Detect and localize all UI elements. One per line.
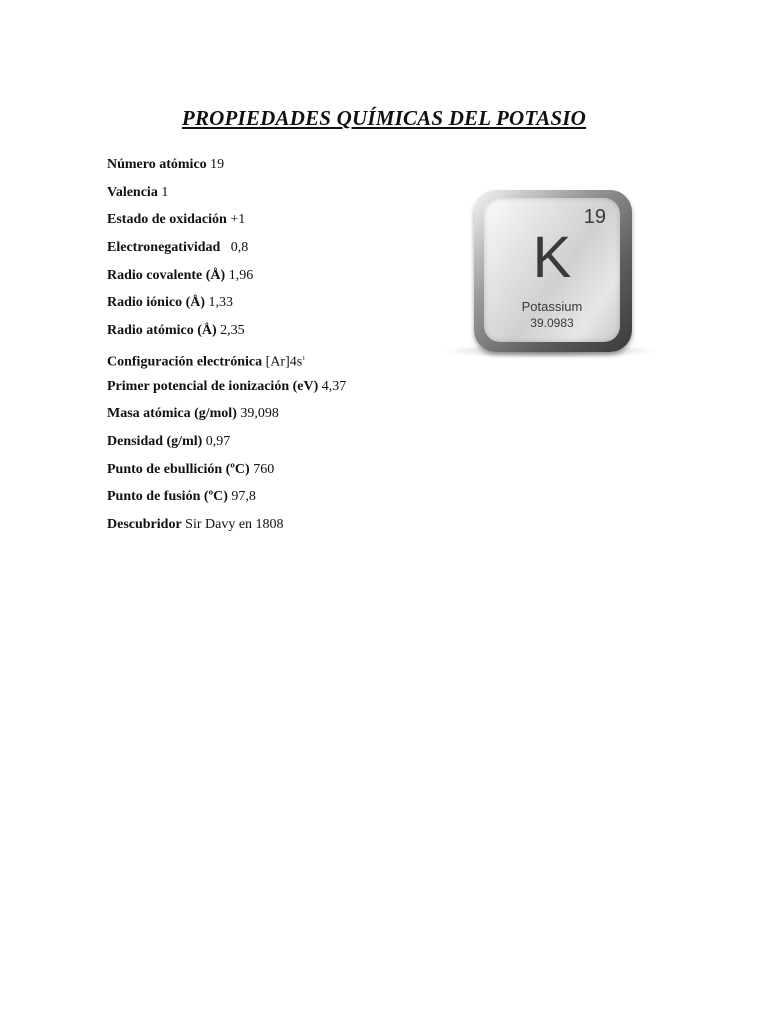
property-value: 0,97 — [205, 433, 231, 449]
property-value: 2,35 — [220, 323, 245, 339]
property-row-valence — [107, 182, 346, 210]
property-row-atomic-mass — [107, 403, 346, 431]
property-label: Valencia — [107, 184, 158, 200]
document-title: PROPIEDADES QUÍMICAS DEL POTASIO — [181, 106, 587, 131]
property-label: Estado de oxidación — [107, 212, 227, 228]
property-row-covalent-radius — [107, 265, 346, 293]
property-value: +1 — [230, 212, 246, 228]
property-value-superscript: 1 — [302, 355, 306, 362]
property-row-ionic-radius — [107, 292, 346, 320]
property-label: Punto de fusión (ºC) — [107, 489, 228, 505]
property-row-electronegativity — [107, 237, 346, 265]
property-row-boiling-point — [107, 459, 346, 487]
property-label: Masa atómica (g/mol) — [107, 406, 237, 422]
property-value: Sir Davy en 1808 — [185, 516, 284, 532]
property-label: Punto de ebullición (ºC) — [107, 461, 250, 477]
property-row-atomic-number — [107, 154, 346, 182]
tile-element-name: Potassium — [521, 299, 583, 314]
property-row-density — [107, 431, 346, 459]
property-label: Número atómico — [107, 157, 207, 172]
property-value: 19 — [210, 157, 225, 172]
property-value: 0,8 — [230, 240, 249, 256]
property-value: 1,96 — [228, 267, 254, 283]
property-value: 4,37 — [321, 378, 347, 394]
property-label: Descubridor — [107, 516, 182, 532]
property-label: Radio atómico (Å) — [107, 323, 217, 339]
tile-frame — [474, 190, 632, 352]
property-label: Radio covalente (Å) — [107, 267, 226, 283]
property-label: Radio iónico (Å) — [107, 295, 205, 311]
property-label: Densidad (g/ml) — [107, 433, 203, 449]
property-value: 97,8 — [231, 489, 256, 505]
property-row-oxidation-state — [107, 209, 346, 237]
property-value: 1 — [161, 184, 169, 200]
properties-list — [107, 154, 346, 542]
property-value: 39,098 — [240, 406, 279, 422]
property-row-ionization-potential — [107, 376, 346, 404]
property-label: Electronegatividad — [107, 240, 221, 256]
tile-atomic-mass: 39.0983 — [530, 316, 574, 330]
property-label: Primer potencial de ionización (eV) — [107, 378, 319, 394]
tile-atomic-number: 19 — [583, 206, 606, 228]
tile-face — [484, 198, 620, 342]
property-value: [Ar]4s — [265, 354, 303, 370]
property-row-discoverer — [107, 514, 346, 542]
element-tile-image — [440, 178, 660, 368]
tile-element-symbol: K — [532, 225, 572, 290]
property-value: 1,33 — [208, 295, 233, 311]
property-row-melting-point — [107, 486, 346, 514]
property-row-electron-configuration — [107, 348, 346, 376]
property-label: Configuración electrónica — [107, 354, 263, 370]
property-value: 760 — [253, 461, 275, 477]
property-row-atomic-radius — [107, 320, 346, 348]
